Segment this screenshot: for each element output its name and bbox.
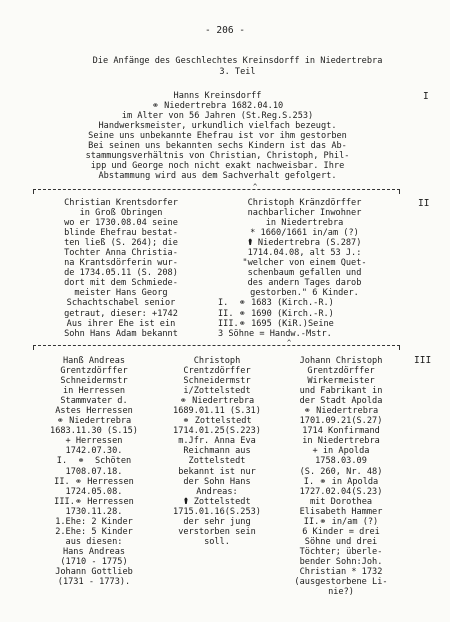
gen3-col2-line: soll.	[204, 536, 230, 547]
gen3-col1-line: aus diesen:	[65, 536, 123, 547]
gen3-col2-line: i/Zottelstedt	[183, 386, 251, 397]
gen2-right-line: "welcher von einem Quet-	[242, 258, 367, 269]
gen1-line: im Alter von 56 Jahren (St.Reg.S.253)	[121, 111, 314, 122]
gen3-col1-line: III.⚭ Herressen	[54, 496, 134, 507]
gen2-right-line: ⚰ Niedertrebra (S.287)	[247, 238, 362, 249]
gen3-col2-line: m.Jfr. Anna Eva	[178, 436, 256, 447]
gen2-left-line: ten ließ (S. 264); die	[64, 238, 178, 249]
gen3-col2-line: 1714.01.25(S.223)	[173, 426, 261, 437]
gen1-line: stammungsverhältnis von Christian, Christoph, Phil-	[85, 151, 350, 162]
generation-label-ii: II	[418, 198, 430, 209]
gen3-col2-block	[155, 356, 279, 547]
gen2-right-line: * 1660/1661 in/am (?)	[250, 228, 359, 239]
gen1-line: Bei seinen uns bekannten sechs Kindern ist das Ab-	[88, 141, 347, 152]
gen2-left-line: wo er 1730.08.04 seine	[64, 218, 178, 229]
gen3-col3-line: Grentzdörffer	[307, 366, 375, 377]
gen3-col3-line: 1758.03.09	[315, 456, 367, 467]
connector-tick-right	[399, 189, 400, 194]
gen3-col1-block	[33, 356, 155, 587]
gen3-col1-line: 1742.07.30.	[65, 446, 123, 457]
connector-line-gen1-gen2	[33, 189, 400, 190]
gen3-col3-line: 1714 Konfirmand	[302, 426, 380, 437]
gen1-name: Hanns Kreinsdorff	[173, 91, 262, 101]
gen3-col1-line: II. ⚭ Herressen	[54, 476, 134, 487]
gen2-left-line: Aus ihrer Ehe ist ein	[66, 318, 176, 329]
gen3-col3-line: 1701.09.21(S.27)	[299, 416, 383, 427]
gen3-col1-line: Hans Andreas	[62, 546, 126, 557]
gen2-right-line: II. ⚭ 1690 (Kirch.-R.)	[218, 308, 334, 319]
gen3-col1-line: 2.Ehe: 5 Kinder	[55, 526, 133, 537]
gen2-right-line: gestorben." 6 Kinder.	[250, 288, 359, 299]
generation-label-i: I	[423, 91, 429, 102]
gen2-right-line: 3 Söhne = Handw.-Mstr.	[218, 328, 332, 339]
gen3-col1-line: + Herressen	[65, 436, 123, 447]
gen3-col2-line: Zottelstedt	[188, 456, 246, 467]
gen3-col3-line: in Niedertrebra	[302, 436, 380, 447]
gen3-col3-line: bender Sohn:Joh.	[299, 556, 383, 567]
gen3-col1-line: 1683.11.30 (S.15)	[50, 426, 138, 437]
generation-label-iii: III	[414, 355, 432, 366]
gen3-col2-line: der Sohn Hans	[183, 476, 251, 487]
gen3-col1-line: in Herressen	[62, 386, 126, 397]
gen3-col1-name: Hanß Andreas	[62, 356, 126, 366]
gen1-line: Handwerksmeister, urkundlich vielfach bezeugt.	[98, 121, 337, 132]
gen2-right-line: in Niedertrebra	[265, 218, 344, 229]
gen3-col2-name: Christoph	[193, 356, 241, 366]
document-title: Die Anfänge des Geschlechtes Kreinsdorff in Niedertrebra	[92, 56, 383, 66]
gen3-col3-line: (S. 260, Nr. 48)	[299, 466, 383, 477]
gen3-col3-line: Christian * 1732	[299, 566, 383, 577]
gen2-right-line: nachbarlicher Inwohner	[247, 208, 362, 219]
gen3-col1-line: ⚭ Niedertrebra	[56, 416, 132, 427]
gen3-col2-line: Schneidermstr	[183, 376, 251, 387]
document-subtitle: 3. Teil	[219, 67, 256, 77]
gen3-col3-line: + in Apolda	[312, 446, 370, 457]
gen2-left-line: in Groß Obringen	[79, 208, 163, 219]
gen3-col3-line: mit Dorothea	[309, 496, 373, 507]
gen3-col2-line: bekannt ist nur	[178, 466, 256, 477]
gen2-left-line: getraut, dieser: +1742	[64, 308, 178, 319]
gen3-col2-line: der sehr jung	[183, 516, 251, 527]
gen3-col3-line: (ausgestorbene Li-	[294, 577, 388, 588]
connector-tick-left	[33, 189, 34, 194]
gen2-right-line: I. ⚭ 1683 (Kirch.-R.)	[218, 298, 334, 309]
gen3-col1-line: Astes Herressen	[55, 406, 133, 417]
gen3-col3-line: und Fabrikant in	[299, 386, 383, 397]
gen3-col3-line: I. ⚭ in Apolda	[303, 476, 379, 487]
gen3-col2-line: 1689.01.11 (S.31)	[173, 406, 261, 417]
gen2-left-name: Christian Krentsdorfer	[64, 198, 178, 208]
connector-caret: ^	[287, 339, 292, 347]
gen2-left-line: dort mit dem Schmiede-	[64, 278, 178, 289]
gen3-col1-line: Johann Gottlieb	[55, 566, 133, 577]
gen3-col1-line: (1731 - 1773).	[57, 577, 131, 588]
gen3-col1-line: 1730.11.28.	[65, 506, 123, 517]
connector-line-gen2-gen3	[33, 345, 400, 346]
gen3-col3-line: Elisabeth Hammer	[299, 506, 383, 517]
gen2-right-line: III.⚭ 1695 (KiR.)Seine	[218, 318, 334, 329]
gen2-left-line: Schachtschabel senior	[66, 298, 176, 309]
gen3-col3-line: ⚭ Niedertrebra	[303, 406, 379, 417]
gen1-line: Seine uns unbekannte Ehefrau ist vor ihm gestorben	[88, 131, 347, 142]
gen3-col1-line: Schneidermstr	[60, 376, 128, 387]
connector-tick-right	[399, 345, 400, 350]
gen2-left-line: na Krantsdörferin wur-	[64, 258, 178, 269]
gen2-left-line: meister Hans Georg	[74, 288, 168, 299]
gen1-line: Abstammung wird aus dem Sachverhalt gefolgert.	[98, 171, 337, 182]
gen2-left-line: Sohn Hans Adam bekannt	[64, 328, 178, 339]
gen3-col3-line: nie?)	[328, 587, 354, 598]
gen3-col3-block	[282, 356, 400, 597]
gen3-col3-name: Johann Christoph	[299, 356, 383, 366]
gen2-left-line: blinde Ehefrau bestat-	[64, 228, 178, 239]
gen3-col3-line: Söhne und drei	[304, 536, 378, 547]
gen3-col3-line: 1727.02.04(S.23)	[299, 486, 383, 497]
page-number: - 206 -	[204, 25, 246, 36]
gen2-right-name: Christoph Kränzdörffer	[247, 198, 362, 208]
gen3-col2-line: 1715.01.16(S.253)	[173, 506, 261, 517]
gen3-col1-line: (1710 - 1775)	[60, 556, 128, 567]
gen3-col1-line: Grentzdörffer	[60, 366, 128, 377]
gen1-line: ⚭ Niedertrebra 1682.04.10	[151, 101, 284, 112]
gen2-right-line: des andern Tages darob	[247, 278, 362, 289]
gen1-line: ipp und George noch nicht exakt nachweisbar. Ihre	[90, 161, 345, 172]
gen2-left-line: de 1734.05.11 (S. 208)	[64, 268, 178, 279]
gen3-col3-line: Wirkermeister	[307, 376, 375, 387]
gen2-right-line: 1714.04.08, alt 53 J.:	[247, 248, 362, 259]
gen2-left-block	[33, 198, 209, 339]
connector-tick-left	[33, 345, 34, 350]
gen3-col2-line: Andreas:	[196, 486, 238, 497]
gen3-col2-line: ⚭ Niedertrebra	[179, 396, 255, 407]
connector-caret: ^	[253, 183, 258, 191]
gen3-col2-line: ⚭ Zottelstedt	[182, 416, 252, 427]
gen3-col1-line: Stammvater d.	[60, 396, 128, 407]
gen3-col2-line: Crentzdörffer	[183, 366, 251, 377]
gen3-col3-line: der Stadt Apolda	[299, 396, 383, 407]
gen3-col2-line: Reichmann aus	[183, 446, 251, 457]
gen3-col3-line: II.⚭ in/am (?)	[303, 516, 379, 527]
gen3-col1-line: 1724.05.08.	[65, 486, 123, 497]
gen1-block	[40, 91, 395, 181]
gen3-col2-line: ⚰ Zottelstedt	[183, 496, 251, 507]
gen2-right-line: schenbaum gefallen und	[247, 268, 362, 279]
gen3-col1-line: 1708.07.18.	[65, 466, 123, 477]
gen3-col1-line: I. ⚭ Schöten	[56, 456, 132, 467]
gen2-left-line: Tochter Anna Christia-	[64, 248, 178, 259]
gen3-col1-line: 1.Ehe: 2 Kinder	[55, 516, 133, 527]
gen2-right-block	[212, 198, 397, 339]
gen3-col3-line: Töchter; überle-	[299, 546, 383, 557]
gen3-col2-line: verstorben sein	[178, 526, 256, 537]
gen3-col3-line: 6 Kinder = drei	[302, 526, 380, 537]
